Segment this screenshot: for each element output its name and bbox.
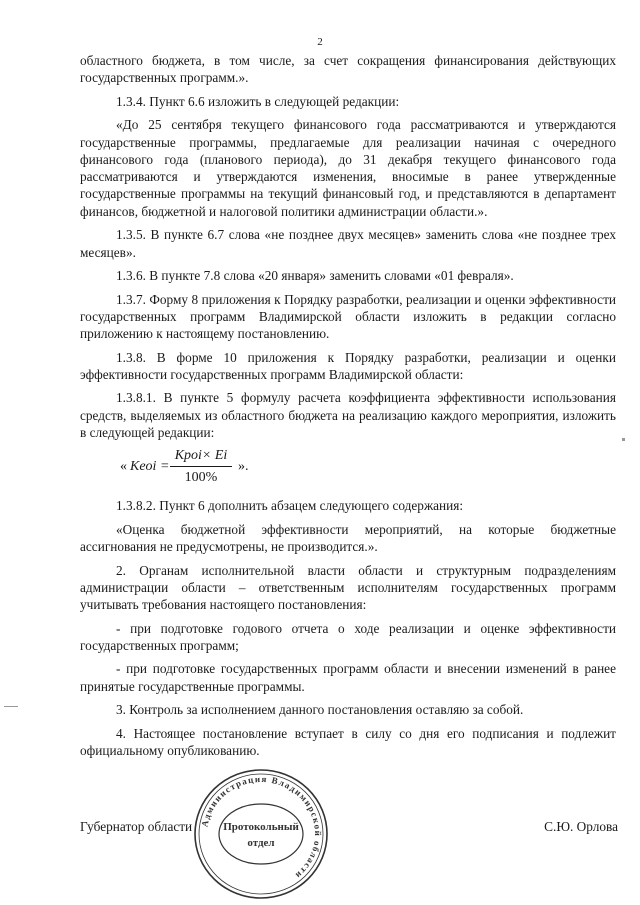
paragraph-continuation: областного бюджета, в том числе, за счет сокращения финансирования действующих государственных программ.». (80, 53, 616, 86)
paragraph-1-3-8-1: 1.3.8.1. В пункте 5 формулу расчета коэффициента эффективности использования средств, выделяемых из областного бюджета на реализацию каждого мероприятия, изложить в следующей редакции: (80, 390, 616, 440)
signature-name: С.Ю. Орлова (544, 819, 618, 834)
stamp-center-line-2: отдел (247, 837, 275, 849)
formula-open-quote: « (120, 459, 127, 475)
paragraph-2: 2. Органам исполнительной власти области и структурным подразделениям администрации области – ответственным исполнителям государственных программ учитывать требования настоящего постановления: (80, 562, 616, 613)
paragraph-1-3-7: 1.3.7. Форму 8 приложения к Порядку разработки, реализации и оценки эффективности государственных программ Владимирской области изложить в редакции согласно приложению к настоящему постановлению. (80, 291, 616, 342)
paragraph-1-3-6: 1.3.6. В пункте 7.8 слова «20 января» заменить словами «01 февраля». (116, 268, 514, 284)
paragraph-quote-6-6: «До 25 сентября текущего финансового года рассматриваются и утверждаются государственные программы, предлагаемые для реализации начиная с очередного финансового года (планового периода), до 31 декабря текущего финансового года рассматриваются и утверждаются изменения, вносимые в ранее утвержденные государственные программы на текущий финансовый год, и представляются в департамент финансов, бюджетной и налоговой политики администрации области.». (80, 117, 616, 219)
document-body (80, 52, 616, 765)
list-item-program-preparation: - при подготовке государственных программ области и внесении изменений в ранее принятые государственные программы. (80, 661, 616, 694)
official-stamp (186, 764, 336, 904)
fraction-bar (170, 466, 232, 467)
stamp-center-line-1: Протокольный (223, 821, 299, 833)
formula-lhs: Keoi = (130, 459, 170, 475)
page-number: 2 (317, 36, 323, 48)
paragraph-1-3-4: 1.3.4. Пункт 6.6 изложить в следующей редакции: (116, 93, 400, 109)
list-item-annual-report: - при подготовке годового отчета о ходе реализации и оценке эффективности государственных программ; (80, 620, 616, 653)
paragraph-1-3-5: 1.3.5. В пункте 6.7 слова «не позднее двух месяцев» заменить слова «не позднее трех месяцев». (80, 227, 616, 260)
formula-denominator: 100% (184, 469, 218, 485)
paragraph-4: 4. Настоящее постановление вступает в силу со дня его подписания и подлежит официальному опубликованию. (80, 725, 616, 758)
stamp-ring-text: Администрация Владимирской области (199, 773, 324, 882)
margin-mark (4, 706, 18, 707)
efficiency-formula (80, 445, 616, 489)
paragraph-3: 3. Контроль за исполнением данного постановления оставляю за собой. (116, 702, 524, 718)
formula-numerator: Kpoi× Ei (174, 448, 228, 464)
formula-fraction (170, 447, 232, 486)
signature-position: Губернатор области (80, 819, 193, 834)
paragraph-1-3-8: 1.3.8. В форме 10 приложения к Порядку разработки, реализации и оценки эффективности государственных программ Владимирской области: (80, 349, 616, 382)
margin-dot (622, 438, 625, 441)
paragraph-quote-evaluation: «Оценка бюджетной эффективности мероприятий, на которые бюджетные ассигнования не предусмотрены, не производится.». (80, 521, 616, 555)
formula-close-quote: ». (238, 459, 249, 475)
paragraph-1-3-8-2: 1.3.8.2. Пункт 6 дополнить абзацем следующего содержания: (116, 498, 464, 514)
